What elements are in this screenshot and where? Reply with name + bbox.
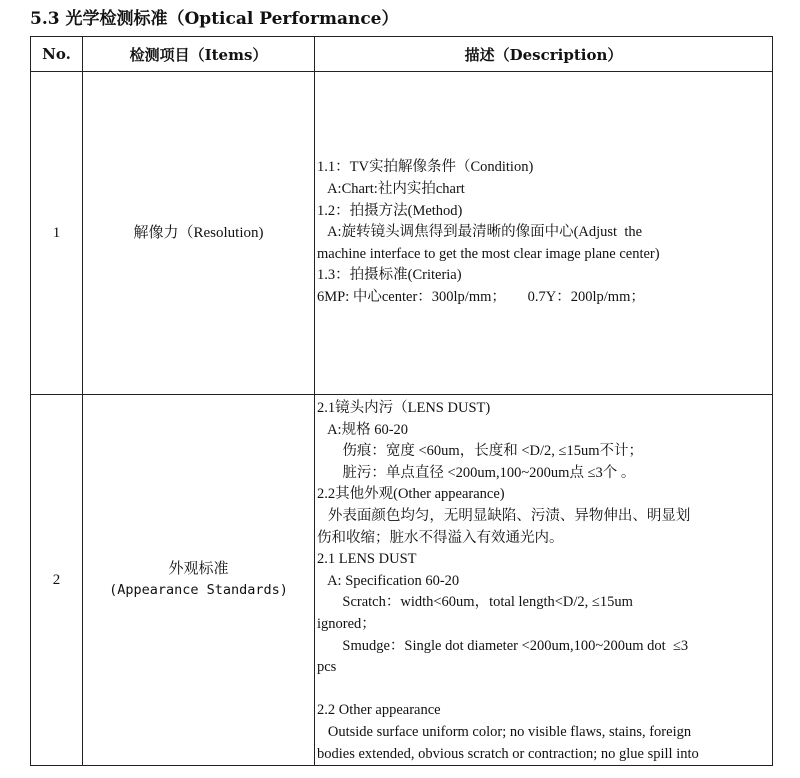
description-line: machine interface to get the most clear image plane center) [317,245,660,262]
description-line: Outside surface uniform color; no visible flaws, stains, foreign [317,723,692,740]
description-line: 伤和收缩；脏水不得溢入有效通光内。 [317,529,564,546]
section-title: 5.3 光学检测标准（Optical Performance） [30,9,399,29]
table-row [31,72,773,395]
description-line: 2.2 Other appearance [317,702,441,719]
description-line: A:旋转镜头调焦得到最清晰的像面中心(Adjust the [317,224,643,241]
description-line: bodies extended, obvious scratch or contraction; no glue spill into [317,745,699,762]
description-line [317,679,770,701]
description-line: 2.2其他外观(Other appearance) [317,486,505,503]
description-cell [315,72,773,395]
item-name-en: (Appearance Standards) [109,582,288,598]
item-name: 解像力（Resolution) [83,72,315,395]
description-line: 脏污：单点直径 <200um,100~200um点 ≤3个 。 [317,464,636,481]
description-line: pcs [317,659,337,676]
description-line: ignored； [317,615,376,632]
description-line: A:Chart:社内实拍chart [317,181,465,198]
description-line: 1.2：拍摄方法(Method) [317,202,463,219]
item-name-cn: 外观标准 [168,561,229,577]
description-line: 6MP: 中心center：300lp/mm； 0.7Y：200lp/mm； [317,288,645,305]
header-items: 检测项目（Items） [83,37,315,72]
optical-performance-table [30,36,773,766]
header-description: 描述（Description） [315,37,773,72]
description-line: Scratch：width<60um，total length<D/2, ≤15um [317,594,633,611]
table-header-row [31,37,773,72]
description-cell [315,395,773,766]
description-line: 2.1镜头内污（LENS DUST) [317,400,491,416]
description-line: Smudge：Single dot diameter <200um,100~200um dot ≤3 [317,637,689,654]
row-number: 1 [31,72,83,395]
header-no: No. [31,37,83,72]
description-line: A:规格 60-20 [317,421,409,438]
description-line: 1.3：拍摄标准(Criteria) [317,267,462,284]
table-row [31,395,773,766]
description-line: 外表面颜色均匀，无明显缺陷、污渍、异物伸出、明显划 [317,507,691,524]
description-line: 1.1：TV实拍解像条件（Condition) [317,159,534,176]
row-number: 2 [31,395,83,766]
description-line: 2.1 LENS DUST [317,551,417,568]
description-line: 伤痕：宽度 <60um，长度和 <D/2, ≤15um不计； [317,443,643,460]
item-name [83,395,315,766]
description-line: A: Specification 60-20 [317,572,460,589]
